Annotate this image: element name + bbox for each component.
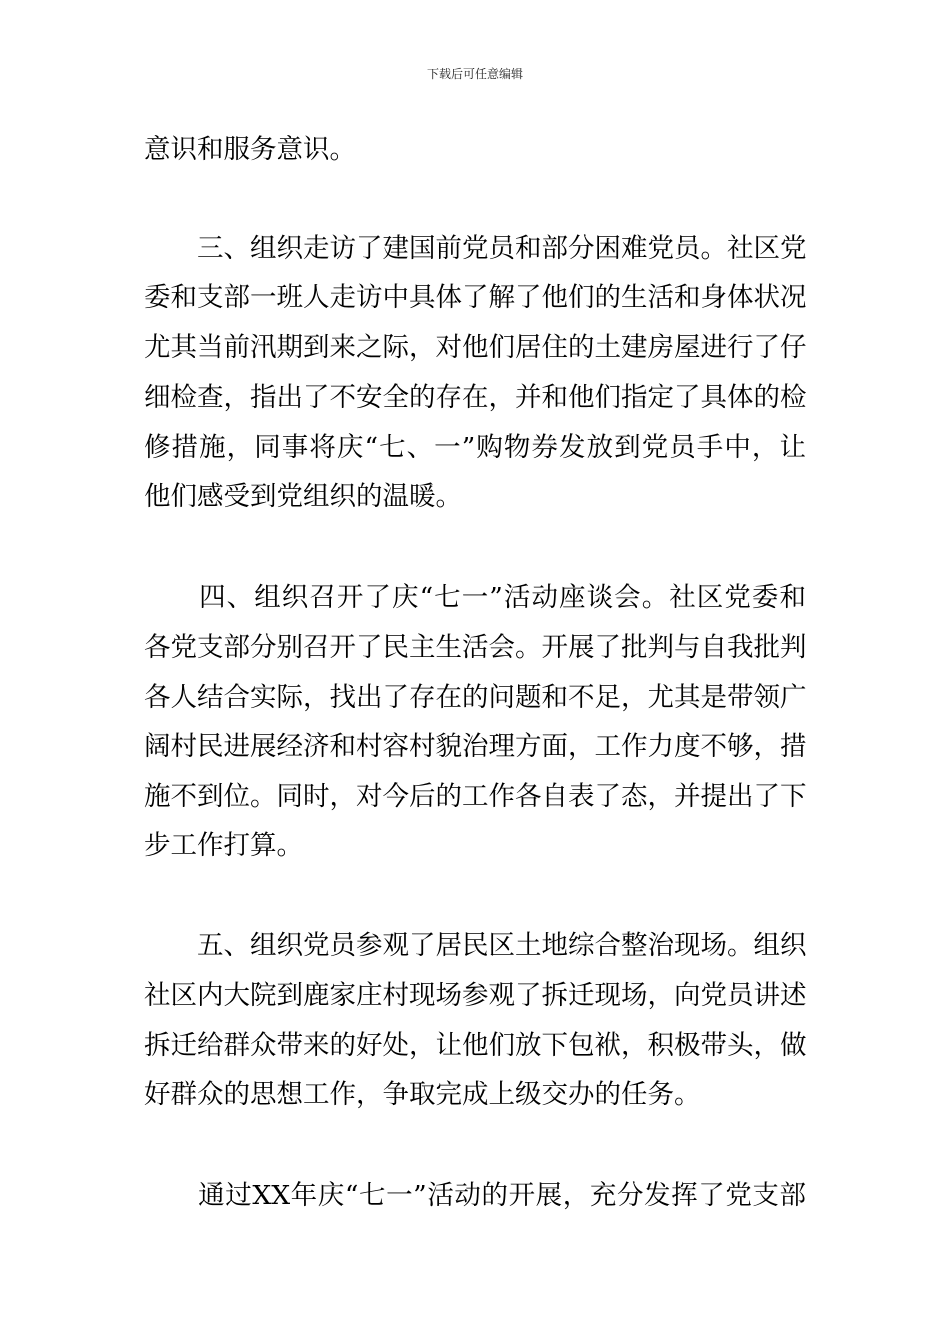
text-line: 各人结合实际，找出了存在的问题和不足，尤其是带领广	[144, 682, 807, 713]
text-line: 步工作打算。	[144, 830, 303, 861]
text-line: 通过XX年庆“七一”活动的开展，充分发挥了党支部	[144, 1180, 806, 1211]
text-line: 尤其当前汛期到来之际，对他们居住的土建房屋进行了仔	[144, 332, 807, 363]
text-line: 五、组织党员参观了居民区土地综合整治现场。组织	[144, 930, 807, 961]
text-line: 施不到位。同时，对今后的工作各自表了态，并提出了下	[144, 781, 807, 812]
text-line: 阔村民进展经济和村容村貌治理方面，工作力度不够，措	[144, 731, 807, 762]
text-line: 好群众的思想工作，争取完成上级交办的任务。	[144, 1079, 701, 1110]
text-line: 三、组织走访了建国前党员和部分困难党员。社区党	[144, 233, 807, 264]
text-line: 意识和服务意识。	[144, 134, 356, 165]
page-header: 下载后可任意编辑	[426, 67, 523, 81]
text-line: 各党支部分别召开了民主生活会。开展了批判与自我批判	[144, 632, 807, 663]
text-line: 委和支部一班人走访中具体了解了他们的生活和身体状况	[144, 282, 807, 313]
text-line: 修措施，同事将庆“七、一”购物券发放到党员手中，让	[144, 432, 806, 463]
text-line: 拆迁给群众带来的好处，让他们放下包袱，积极带头，做	[144, 1030, 807, 1061]
text-line: 社区内大院到鹿家庄村现场参观了拆迁现场，向党员讲述	[144, 980, 807, 1011]
text-line: 细检查，指出了不安全的存在，并和他们指定了具体的检	[144, 382, 807, 413]
text-line: 他们感受到党组织的温暖。	[144, 481, 462, 512]
text-line: 四、组织召开了庆“七一”活动座谈会。社区党委和	[144, 582, 806, 613]
